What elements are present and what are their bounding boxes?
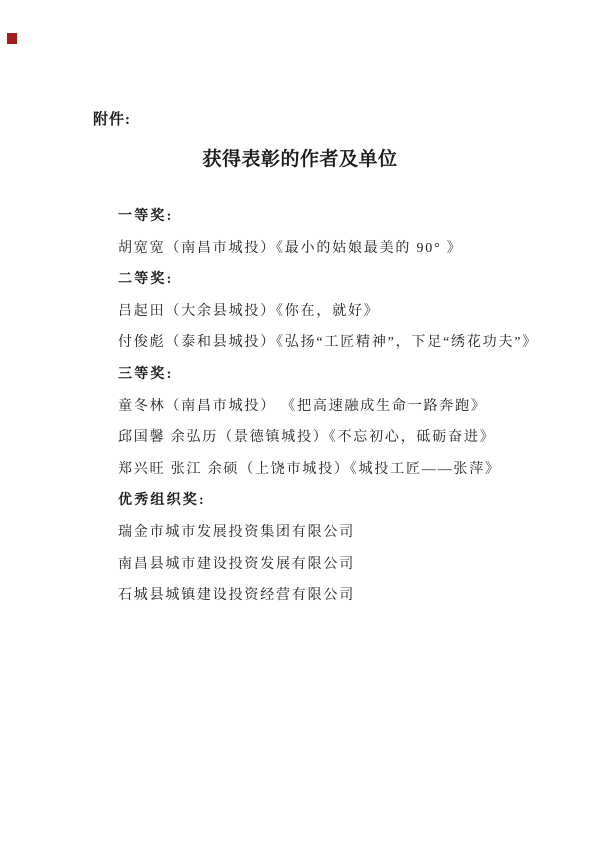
red-corner-mark [7,33,17,44]
section-heading-second-prize: 二等奖: [118,272,174,288]
award-entry: 付俊彪（泰和县城投）《弘扬“工匠精神”，下足“绣花功夫”》 [118,335,539,351]
section-heading-excellent-organization: 优秀组织奖: [118,493,206,509]
award-entry: 邱国馨 余弘历（景德镇城投）《不忘初心，砥砺奋进》 [118,430,496,446]
document-title: 获得表彰的作者及单位 [202,149,398,170]
section-heading-third-prize: 三等奖: [118,366,174,382]
award-entry: 吕起田（大余县城投）《你在，就好》 [118,303,380,319]
award-entry: 南昌县城市建设投资发展有限公司 [118,556,355,572]
award-entry: 石城县城镇建设投资经营有限公司 [118,588,355,604]
award-entry: 童冬林（南昌市城投） 《把高速融成生命一路奔跑》 [118,398,487,414]
attachment-label: 附件: [93,112,131,128]
award-entry: 郑兴旺 张江 余硕（上饶市城投）《城投工匠——张萍》 [118,461,501,477]
award-entry: 胡宽宽（南昌市城投）《最小的姑娘最美的 90° 》 [118,240,463,256]
award-entry: 瑞金市城市发展投资集团有限公司 [118,524,355,540]
award-list [118,201,558,612]
section-heading-first-prize: 一等奖: [118,209,174,224]
